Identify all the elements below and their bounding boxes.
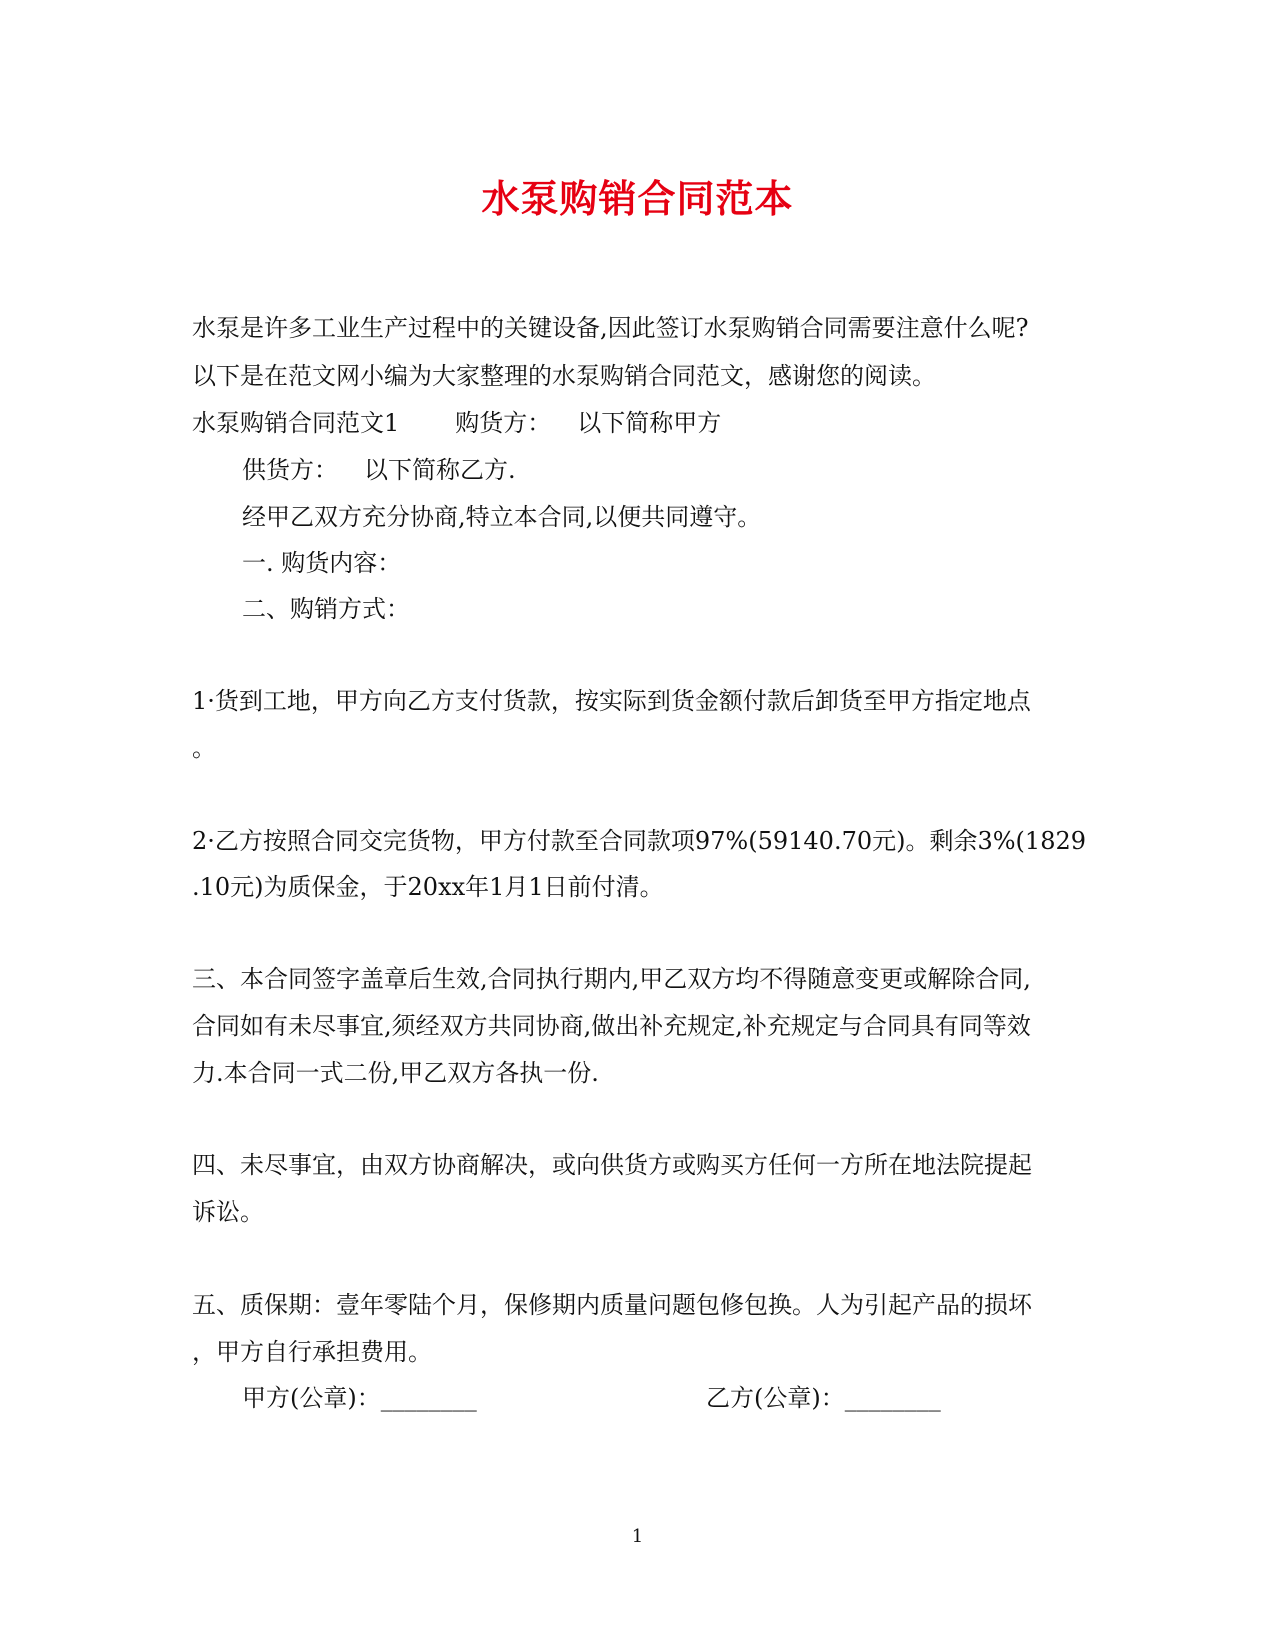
sample-header-line (192, 408, 1092, 438)
page-number: 1 (631, 1526, 644, 1547)
section-3-line-1: 三、本合同签字盖章后生效,合同执行期内,甲乙双方均不得随意变更或解除合同, (192, 965, 1031, 993)
party-a-seal: 甲方(公章)：________ (242, 1384, 477, 1412)
item-1-line-1: 1·货到工地，甲方向乙方支付货款，按实际到货金额付款后卸货至甲方指定地点 (192, 687, 1031, 715)
section-3-line-2: 合同如有未尽事宜,须经双方共同协商,做出补充规定,补充规定与合同具有同等效 (192, 1012, 1031, 1040)
seller-line (242, 455, 1142, 485)
item-1-line-2: 。 (192, 734, 216, 762)
section-4-line-2: 诉讼。 (192, 1198, 264, 1226)
section-2-heading: 二、购销方式： (242, 595, 410, 623)
section-1-heading: 一. 购货内容： (242, 549, 402, 577)
buyer-label: 购货方： (455, 409, 552, 437)
section-4-line-1: 四、未尽事宜，由双方协商解决，或向供货方或购买方任何一方所在地法院提起 (192, 1151, 1032, 1179)
seller-desc: 以下简称乙方. (364, 456, 516, 484)
section-5-line-1: 五、质保期：壹年零陆个月，保修期内质量问题包修包换。人为引起产品的损坏 (192, 1291, 1032, 1319)
item-2-line-1: 2·乙方按照合同交完货物，甲方付款至合同款项97%(59140.70元)。剩余3%(1829 (192, 827, 1086, 855)
item-2-line-2: .10元)为质保金，于20xx年1月1日前付清。 (192, 873, 664, 901)
section-5-line-2: ，甲方自行承担费用。 (192, 1338, 432, 1366)
intro-line-1: 水泵是许多工业生产过程中的关键设备,因此签订水泵购销合同需要注意什么呢? (192, 314, 1029, 342)
section-3-line-3: 力.本合同一式二份,甲乙双方各执一份. (192, 1059, 599, 1087)
sample-heading: 水泵购销合同范文1 (192, 409, 400, 437)
buyer-desc: 以下简称甲方 (577, 409, 722, 437)
intro-line-2: 以下是在范文网小编为大家整理的水泵购销合同范文，感谢您的阅读。 (192, 362, 936, 390)
party-b-seal: 乙方(公章)：________ (706, 1384, 941, 1412)
document-title: 水泵购销合同范本 (481, 176, 794, 221)
seller-label: 供货方： (242, 456, 338, 484)
agreement-line: 经甲乙双方充分协商,特立本合同,以便共同遵守。 (242, 503, 762, 531)
